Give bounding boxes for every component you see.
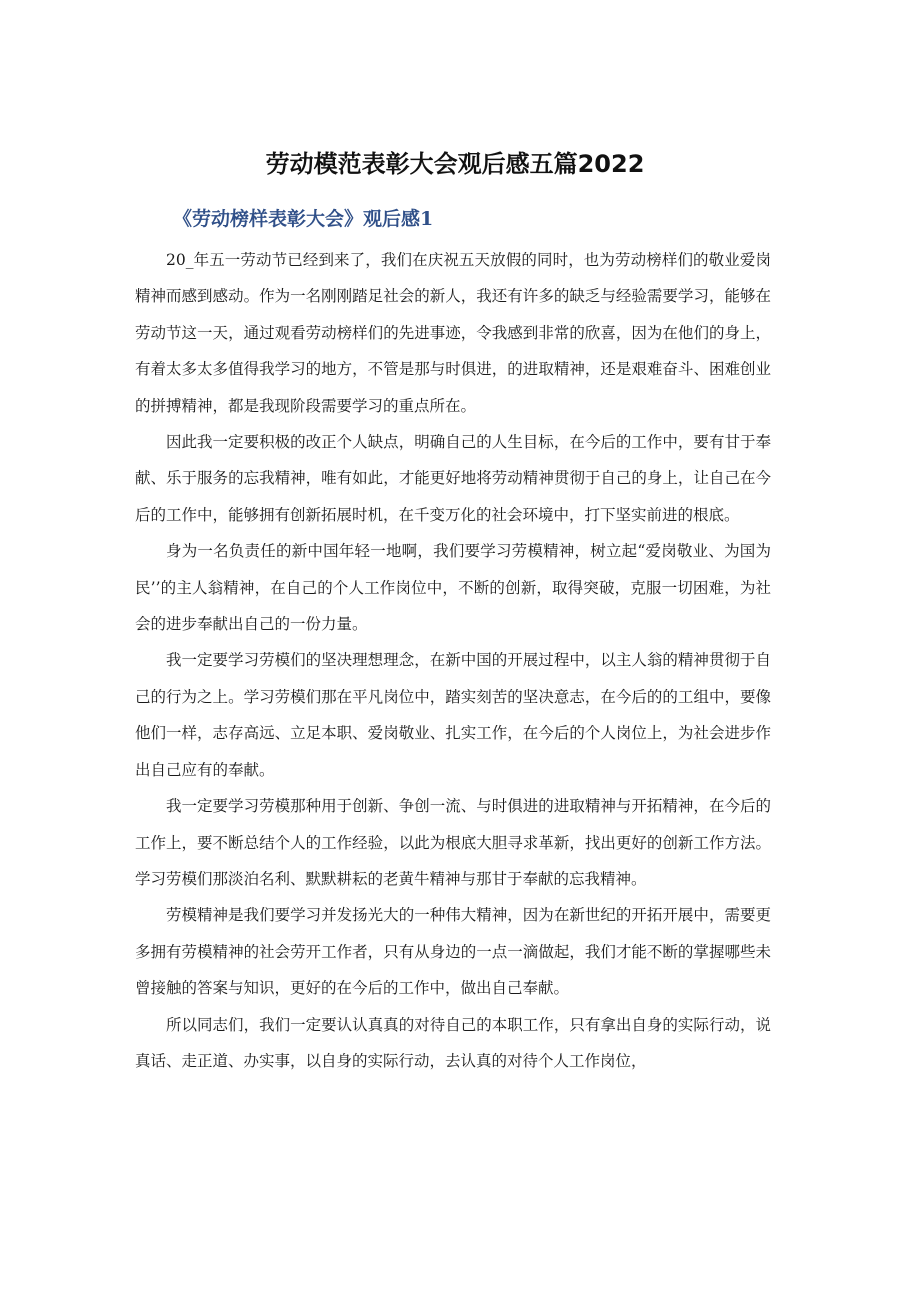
document-body: [135, 242, 771, 1079]
document-title: 劳动模范表彰大会观后感五篇2022: [265, 150, 645, 178]
paragraph: 因此我一定要积极的改正个人缺点，明确自己的人生目标，在今后的工作中，要有甘于奉献、乐于服务的忘我精神，唯有如此，才能更好地将劳动精神贯彻于自己的身上，让自己在今后的工作中，能够拥有创新拓展时机，在千变万化的社会环境中，打下坚实前进的根底。: [135, 433, 771, 524]
paragraph: 我一定要学习劳模们的坚决理想理念，在新中国的开展过程中，以主人翁的精神贯彻于自己的行为之上。学习劳模们那在平凡岗位中，踏实刻苦的坚决意志，在今后的的工组中，要像他们一样，志存高远、立足本职、爱岗敬业、扎实工作，在今后的个人岗位上，为社会进步作出自己应有的奉献。: [135, 651, 771, 779]
section-heading: 《劳动榜样表彰大会》观后感1: [173, 208, 434, 230]
paragraph: 所以同志们，我们一定要认认真真的对待自己的本职工作，只有拿出自身的实际行动，说真话、走正道、办实事，以自身的实际行动，去认真的对待个人工作岗位，: [135, 1015, 771, 1070]
paragraph: 身为一名负责任的新中国年轻一地啊，我们要学习劳模精神，树立起“爱岗敬业、为国为民’’的主人翁精神，在自己的个人工作岗位中，不断的创新，取得突破，克服一切困难，为社会的进步奉献出自己的一份力量。: [135, 542, 771, 634]
paragraph: 劳模精神是我们要学习并发扬光大的一种伟大精神，因为在新世纪的开拓开展中，需要更多拥有劳模精神的社会劳开工作者，只有从身边的一点一滴做起，我们才能不断的掌握哪些未曾接触的答案与知识，更好的在今后的工作中，做出自己奉献。: [135, 906, 771, 998]
paragraph: 我一定要学习劳模那种用于创新、争创一流、与时俱进的进取精神与开拓精神，在今后的工作上，要不断总结个人的工作经验，以此为根底大胆寻求革新，找出更好的创新工作方法。学习劳模们那淡泊名利、默默耕耘的老黄牛精神与那甘于奉献的忘我精神。: [135, 797, 771, 888]
paragraph: 20_年五一劳动节已经到来了，我们在庆祝五天放假的同时，也为劳动榜样们的敬业爱岗精神而感到感动。作为一名刚刚踏足社会的新人，我还有许多的缺乏与经验需要学习，能够在劳动节这一天，通过观看劳动榜样们的先进事迹，令我感到非常的欣喜，因为在他们的身上，有着太多太多值得我学习的地方，不管是那与时俱进，的进取精神，还是艰难奋斗、困难创业的拼搏精神，都是我现阶段需要学习的重点所在。: [135, 251, 771, 415]
